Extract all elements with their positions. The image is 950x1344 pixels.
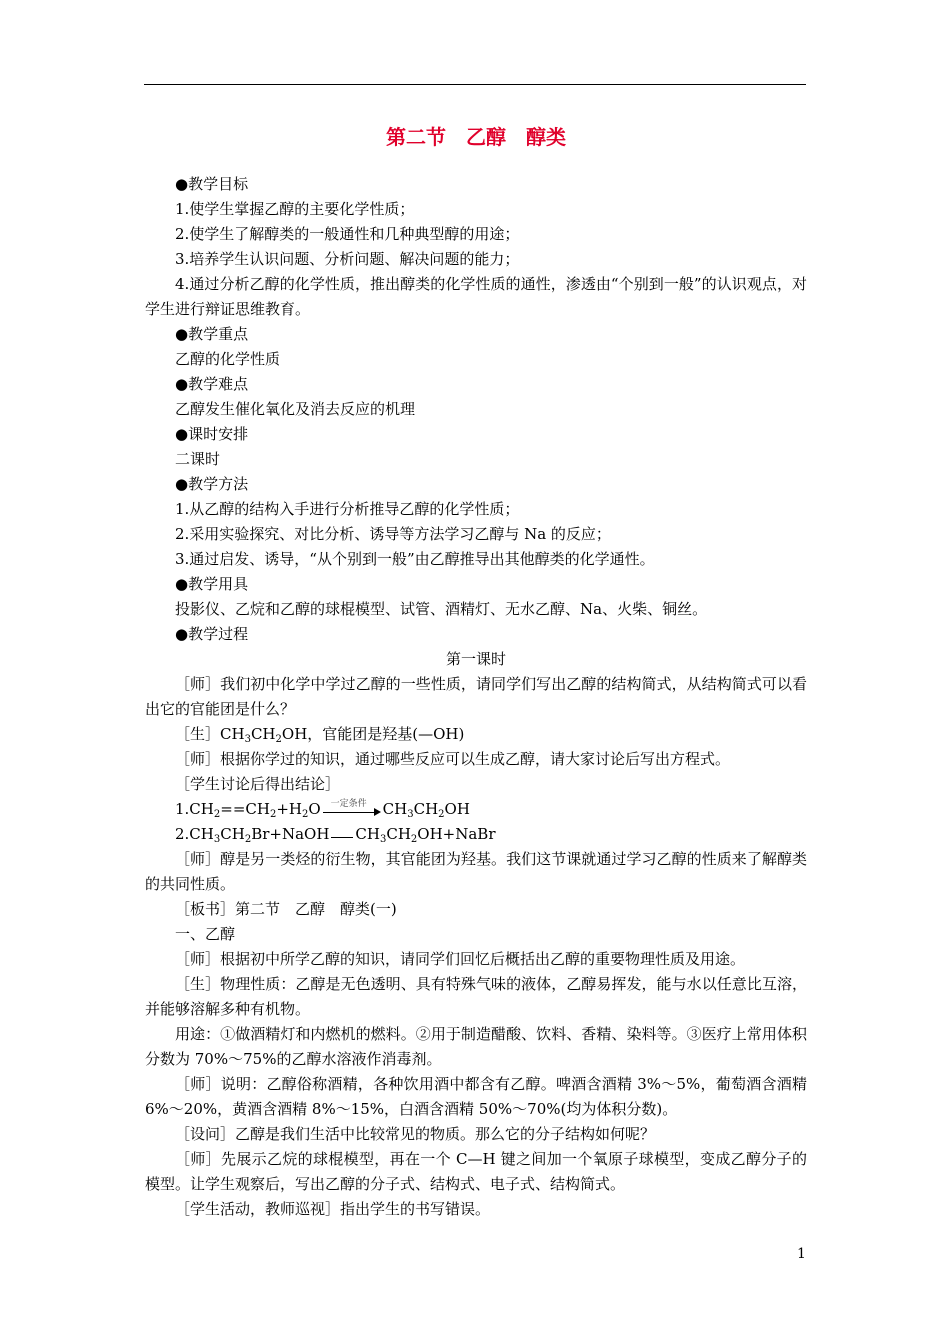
goal-item: 3.培养学生认识问题、分析问题、解决问题的能力； [175,250,520,268]
goals-heading: ●教学目标 [175,175,249,193]
difficulty-heading: ●教学难点 [175,375,249,393]
paragraph: ［生］物理性质：乙醇是无色透明、具有特殊气味的液体，乙醇易挥发，能与水以任意比互溶，并能够溶解多种有机物。 [145,975,807,1018]
equation-2: $2.CH_3CH_2Br+NaOH$ $CH_3CH_2OH+NaBr$ [175,825,496,845]
page-number: 1 [797,1246,806,1262]
student-answer: ［生$]CH_3CH_2OH$，官能团是羟基(—OH) [175,725,465,745]
paragraph: ［师］先展示乙烷的球棍模型，再在一个 C—H 键之间加一个氧原子球模型，变成乙醇分子的模型。让学生观察后，写出乙醇的分子式、结构式、电子式、结构简式。 [145,1150,807,1193]
key-point-text: 乙醇的化学性质 [175,350,281,368]
section-heading: 一、乙醇 [175,925,236,943]
method-item: 3.通过启发、诱导，“从个别到一般”由乙醇推导出其他醇类的化学通性。 [175,550,655,568]
paragraph: ［学生活动，教师巡视］指出学生的书写错误。 [175,1200,491,1218]
paragraph: ［师］根据初中所学乙醇的知识，请同学们回忆后概括出乙醇的重要物理性质及用途。 [175,950,746,968]
reaction-arrow [331,827,353,841]
difficulty-text: 乙醇发生催化氧化及消去反应的机理 [175,400,416,418]
paragraph: ［师］根据你学过的知识，通过哪些反应可以生成乙醇，请大家讨论后写出方程式。 [175,750,731,768]
lesson-title: 第一课时 [445,650,506,668]
document-body [145,118,807,1222]
paragraph: ［师］醇是另一类烃的衍生物，其官能团为羟基。我们这节课就通过学习乙醇的性质来了解醇类的共同性质。 [145,850,807,893]
process-heading: ●教学过程 [175,625,249,643]
methods-heading: ●教学方法 [175,475,249,493]
schedule-text: 二课时 [175,450,221,468]
tools-text: 投影仪、乙烷和乙醇的球棍模型、试管、酒精灯、无水乙醇、Na、火柴、铜丝。 [175,600,708,618]
paragraph: ［师］我们初中化学中学过乙醇的一些性质，请同学们写出乙醇的结构简式，从结构简式可以看出它的官能团是什么？ [145,675,807,718]
paragraph: ［师］说明：乙醇俗称酒精，各种饮用酒中都含有乙醇。啤酒含酒精 3%～5%，葡萄酒含酒精 6%～20%，黄酒含酒精 8%～15%，白酒含酒精 50%～70%(均为体积分数)。 [145,1075,807,1118]
equation-1: $1.CH_2==CH_2+H_2O$ 一定条件 $CH_3CH_2OH$ [175,799,470,820]
page-title: 第二节 乙醇 醇类 [386,125,566,149]
paragraph: 用途：①做酒精灯和内燃机的燃料。②用于制造醋酸、饮料、香精、染料等。③医疗上常用体积分数为 70%～75%的乙醇水溶液作消毒剂。 [145,1025,807,1068]
paragraph: ［学生讨论后得出结论］ [175,775,341,793]
tools-heading: ●教学用具 [175,575,249,593]
paragraph: ［设问］乙醇是我们生活中比较常见的物质。那么它的分子结构如何呢？ [175,1125,656,1143]
schedule-heading: ●课时安排 [175,425,249,443]
header-rule [144,84,806,85]
blackboard-note: ［板书］第二节 乙醇 醇类(一) [175,900,397,918]
key-point-heading: ●教学重点 [175,325,249,343]
goal-item: 1.使学生掌握乙醇的主要化学性质； [175,200,415,218]
method-item: 1.从乙醇的结构入手进行分析推导乙醇的化学性质； [175,500,520,518]
goal-item: 4.通过分析乙醇的化学性质，推出醇类的化学性质的通性，渗透由“个别到一般”的认识观点，对学生进行辩证思维教育。 [145,275,807,318]
reaction-arrow [323,799,381,816]
goal-item: 2.使学生了解醇类的一般通性和几种典型醇的用途； [175,225,520,243]
reaction-condition: 一定条件 [330,799,367,809]
method-item: 2.采用实验探究、对比分析、诱导等方法学习乙醇与 Na 的反应； [175,525,611,543]
